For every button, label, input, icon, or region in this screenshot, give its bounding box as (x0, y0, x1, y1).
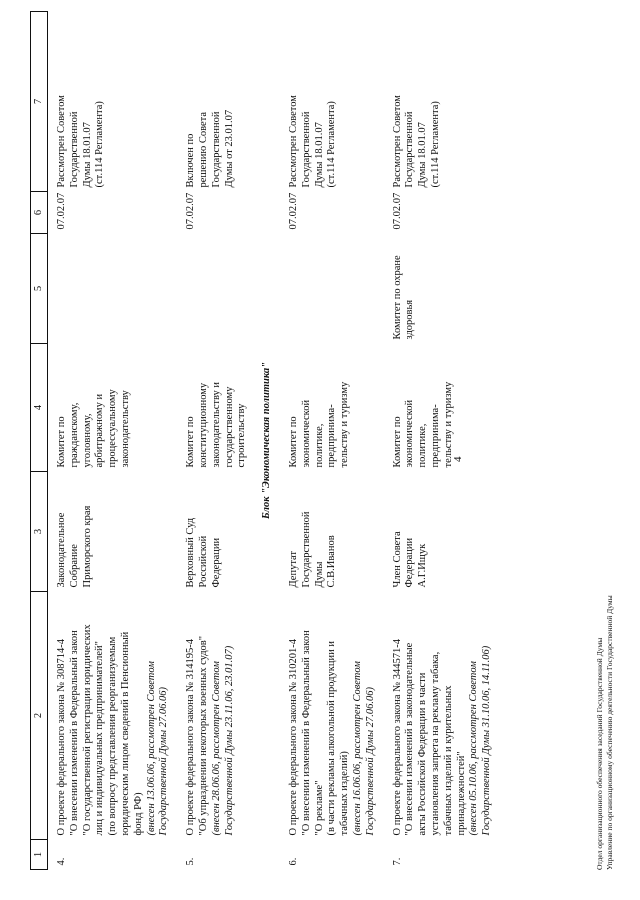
row-number: 4. (56, 857, 67, 866)
co-committee-cell (280, 234, 384, 344)
footer-line: Управление по организационному обеспечению деятельности Государственной Думы (605, 595, 615, 870)
project-line: установления запрета на рекламу табака, (429, 651, 441, 836)
author-cell (384, 472, 500, 592)
committee-cell (48, 344, 178, 472)
decision-cell (280, 12, 384, 192)
column-header: 5 (31, 234, 48, 344)
footer-line: Отдел организационного обеспечения заседаний Государственной Думы (595, 637, 604, 870)
author-cell (177, 472, 255, 592)
author-line: Законодательное (56, 512, 67, 588)
project-line: О проекте федерального закона № 308714-4 (56, 638, 67, 836)
decision-line: Рассмотрен Советом (287, 95, 299, 188)
author-line: А.Г.Ищук (417, 543, 429, 588)
committee-line: тельству и туризму (339, 381, 351, 468)
decision-line: Рассмотрен Советом (56, 95, 67, 188)
author-line: Российской (197, 535, 209, 588)
co-committee-cell (384, 234, 500, 344)
committee-line: тельству и туризму (442, 381, 454, 468)
committee-line: Комитет по (185, 416, 197, 468)
decision-line: (ст.114 Регламента) (326, 101, 338, 188)
committee-line: экономической (404, 399, 416, 468)
project-line: юридическим лицом сведений в Пенсионный (119, 631, 131, 836)
project-line: лиц и индивидуальных предпринимателей" (94, 641, 106, 836)
committee-line: гражданскому, (68, 402, 80, 468)
author-line: Собрание (68, 544, 80, 588)
project-note-line: (внесен 05.10.06, рассмотрен Советом (468, 661, 480, 836)
date-cell: 07.02.07 (391, 192, 403, 230)
committee-line: экономической (300, 399, 312, 468)
co-committee-cell (48, 234, 178, 344)
project-line: принадлежностей" (455, 751, 467, 836)
row-number: 6. (287, 857, 299, 866)
project-line: табачных изделий и курительных (442, 685, 454, 836)
decision-line: решению Совета (197, 111, 209, 188)
project-cell (48, 592, 178, 840)
decision-cell (384, 12, 500, 192)
decision-line: Думы 18.01.07 (313, 122, 325, 188)
committee-cell (384, 344, 500, 472)
decision-line: Рассмотрен Советом (391, 95, 403, 188)
project-line: О проекте федерального закона № 344571-4 (391, 638, 403, 836)
table-row (384, 12, 500, 870)
committee-cell (280, 344, 384, 472)
page-number: 4 (452, 456, 464, 462)
decision-line: Думы 18.01.07 (417, 122, 429, 188)
committee-line: законодательству (119, 390, 131, 468)
project-note-line: (внесен 16.06.06, рассмотрен Советом (351, 661, 363, 836)
project-note-line: Государственной Думы 31.10.06, 14.11.06) (481, 645, 493, 836)
committee-line: уголовному, (81, 413, 93, 468)
column-header: 4 (31, 344, 48, 472)
author-cell (280, 472, 384, 592)
committee-line: государственному (223, 386, 235, 468)
decision-cell (177, 12, 255, 192)
committee-line: предпринима- (429, 404, 441, 468)
column-header: 1 (31, 840, 48, 870)
project-note-line: (внесен 13.06.06, рассмотрен Советом (145, 661, 157, 836)
author-line: Федерации (210, 537, 222, 588)
decision-line: Включен по (185, 133, 197, 188)
co-committee-line: Комитет по охране (391, 255, 403, 340)
table-row (177, 12, 255, 870)
column-header: 2 (31, 592, 48, 840)
column-header: 6 (31, 192, 48, 234)
decision-line: Думы 18.01.07 (81, 122, 93, 188)
decision-line: Государственной (300, 111, 312, 188)
committee-line: конституционному (197, 382, 209, 468)
committee-line: политике, (417, 423, 429, 468)
committee-line: Комитет по (56, 416, 67, 468)
date-cell: 07.02.07 (185, 192, 197, 230)
column-header: 7 (31, 12, 48, 192)
committee-line: строительству (236, 403, 248, 468)
decision-line: Государственной (68, 111, 80, 188)
committee-line: предпринима- (326, 404, 338, 468)
author-cell (48, 472, 178, 592)
decision-line: Думы от 23.01.07 (223, 109, 235, 188)
decision-line: (ст.114 Регламента) (94, 101, 106, 188)
project-line: фонд РФ) (132, 792, 144, 836)
committee-line: арбитражному и (94, 393, 106, 468)
author-line: Член Совета (391, 531, 403, 588)
project-line: (в части рекламы алкогольной продукции и (326, 641, 338, 836)
decision-cell (48, 12, 178, 192)
block-heading-row (255, 12, 280, 870)
project-note-line: (внесен 28.06.06, рассмотрен Советом (210, 661, 222, 836)
project-note-line: Государственной Думы 23.11.06, 23.01.07) (223, 645, 235, 836)
date-cell: 07.02.07 (56, 192, 67, 230)
author-line: Приморского края (81, 505, 93, 588)
project-line: О проекте федерального закона № 314195-4 (185, 638, 197, 836)
decision-line: (ст.114 Регламента) (429, 101, 441, 188)
project-cell (384, 592, 500, 840)
table-body (48, 12, 500, 870)
project-cell (280, 592, 384, 840)
committee-line: процессуальному (107, 389, 119, 468)
committee-line: законодательству и (210, 381, 222, 468)
project-line: "Об упразднении некоторых военных судов" (197, 635, 209, 836)
committee-cell (177, 344, 255, 472)
agenda-table (30, 11, 500, 870)
decision-line: Государственной (210, 111, 222, 188)
committee-line: Комитет по (287, 416, 299, 468)
table-row (48, 12, 178, 870)
project-line: "О внесении изменений в законодательные (404, 642, 416, 836)
footer (595, 595, 615, 870)
table-row (280, 12, 384, 870)
co-committee-line: здоровья (404, 299, 416, 340)
project-line: "О рекламе" (313, 780, 325, 836)
co-committee-cell (177, 234, 255, 344)
row-number: 5. (185, 857, 197, 866)
project-cell (177, 592, 255, 840)
project-line: (по вопросу представления реорганизуемым (107, 636, 119, 836)
project-line: "О внесении изменений в Федеральный закон (300, 630, 312, 836)
project-line: табачных изделий) (339, 751, 351, 836)
author-line: С.В.Иванов (326, 535, 338, 588)
decision-line: Государственной (404, 111, 416, 188)
author-line: Государственной (300, 511, 312, 588)
author-line: Верховный Суд (185, 517, 197, 588)
author-line: Федерации (404, 537, 416, 588)
committee-line: политике, (313, 423, 325, 468)
column-header: 3 (31, 472, 48, 592)
author-line: Депутат (287, 550, 299, 588)
committee-line: Комитет по (391, 416, 403, 468)
project-line: "О внесении изменений в Федеральный закон (68, 630, 80, 836)
project-line: акты Российской Федерации в части (417, 672, 429, 836)
project-line: О проекте федерального закона № 310201-4 (287, 638, 299, 836)
author-line: Думы (313, 561, 325, 588)
project-note-line: Государственной Думы 27.06.06) (364, 687, 376, 836)
date-cell: 07.02.07 (287, 192, 299, 230)
header-row (31, 12, 48, 870)
row-number: 7. (391, 857, 403, 866)
project-line: "О государственной регистрации юридических (81, 624, 93, 836)
project-note-line: Государственной Думы 27.06.06) (158, 687, 170, 836)
block-heading: Блок "Экономическая политика" (261, 361, 273, 520)
